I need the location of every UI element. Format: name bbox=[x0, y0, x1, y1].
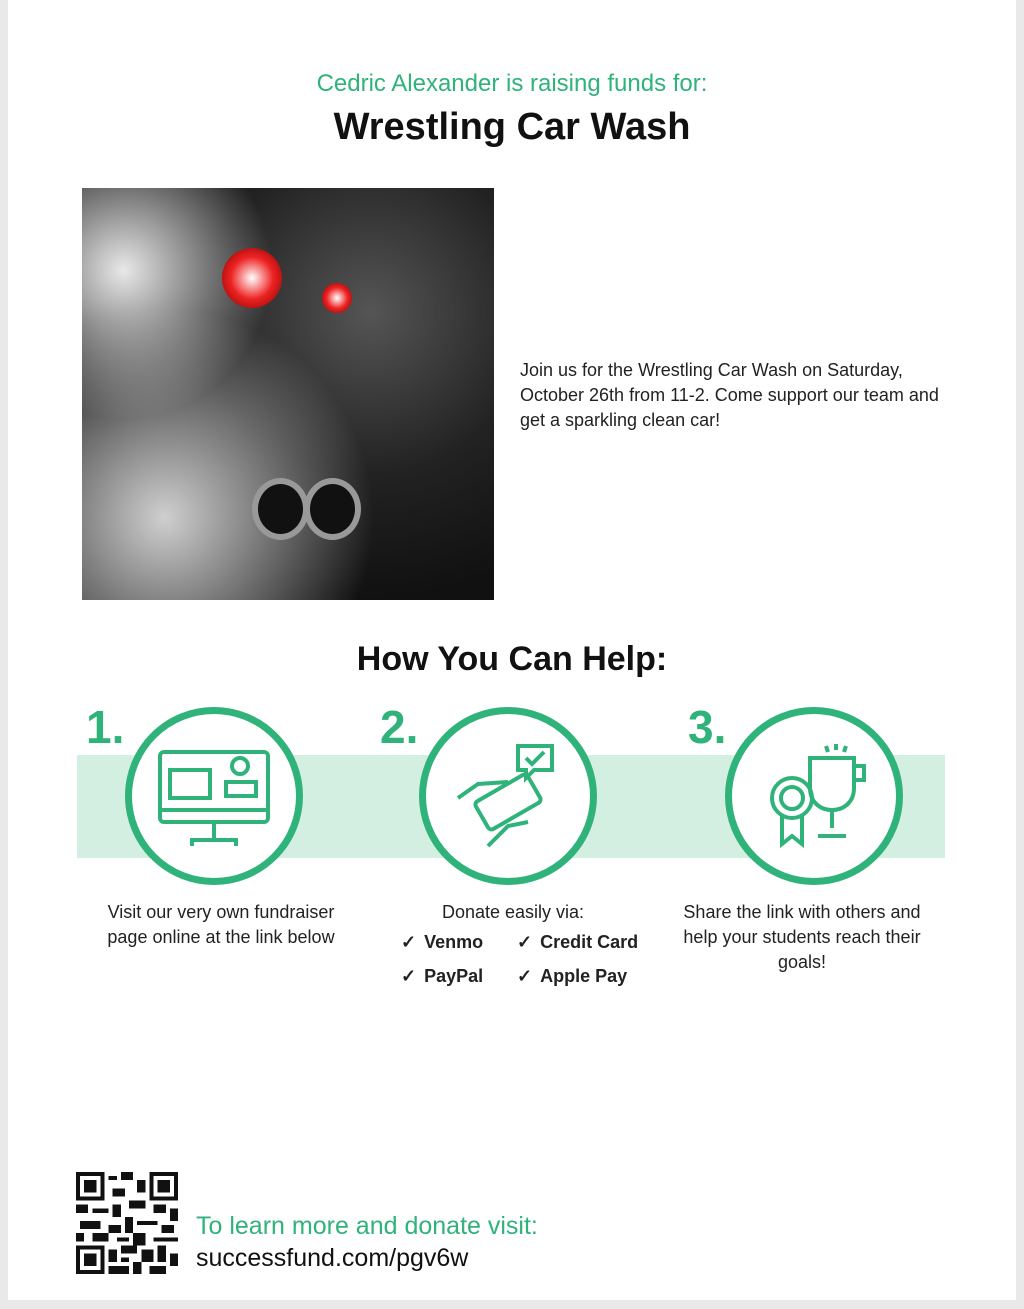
check-icon: ✓ bbox=[517, 932, 533, 952]
check-icon: ✓ bbox=[401, 932, 417, 952]
payment-venmo: ✓ Venmo bbox=[401, 932, 484, 952]
qr-code[interactable] bbox=[76, 1172, 178, 1274]
step-number: 3. bbox=[688, 701, 727, 753]
step-number: 2. bbox=[380, 701, 419, 753]
step-number: 1. bbox=[86, 701, 125, 753]
payment-credit-card: ✓ Credit Card bbox=[517, 932, 639, 952]
check-icon: ✓ bbox=[517, 966, 533, 986]
page-title: Wrestling Car Wash bbox=[333, 106, 691, 148]
check-icon: ✓ bbox=[401, 966, 417, 986]
payment-paypal: ✓ PayPal bbox=[401, 966, 484, 986]
donate-link[interactable]: successfund.com/pgv6w bbox=[196, 1244, 469, 1272]
event-description: Join us for the Wrestling Car Wash on Saturday, October 26th from 11-2. Come support our team and get a sparkling clean car! bbox=[520, 360, 939, 430]
payment-apple-pay: ✓ Apple Pay bbox=[517, 966, 628, 986]
step-1-text: Visit our very own fundraiser page online at the link below bbox=[107, 902, 335, 947]
computer-icon bbox=[125, 707, 303, 885]
step-2-text: Donate easily via: bbox=[441, 902, 585, 922]
step-3-text: Share the link with others and help your students reach their goals! bbox=[683, 902, 921, 972]
trophy-icon bbox=[725, 707, 903, 885]
car-wash-photo bbox=[82, 188, 494, 600]
fundraiser-subtitle: Cedric Alexander is raising funds for: bbox=[316, 70, 708, 97]
learn-more-text: To learn more and donate visit: bbox=[196, 1212, 538, 1240]
help-heading: How You Can Help: bbox=[356, 640, 668, 678]
flyer-page bbox=[8, 0, 1016, 1300]
mobile-payment-icon bbox=[419, 707, 597, 885]
